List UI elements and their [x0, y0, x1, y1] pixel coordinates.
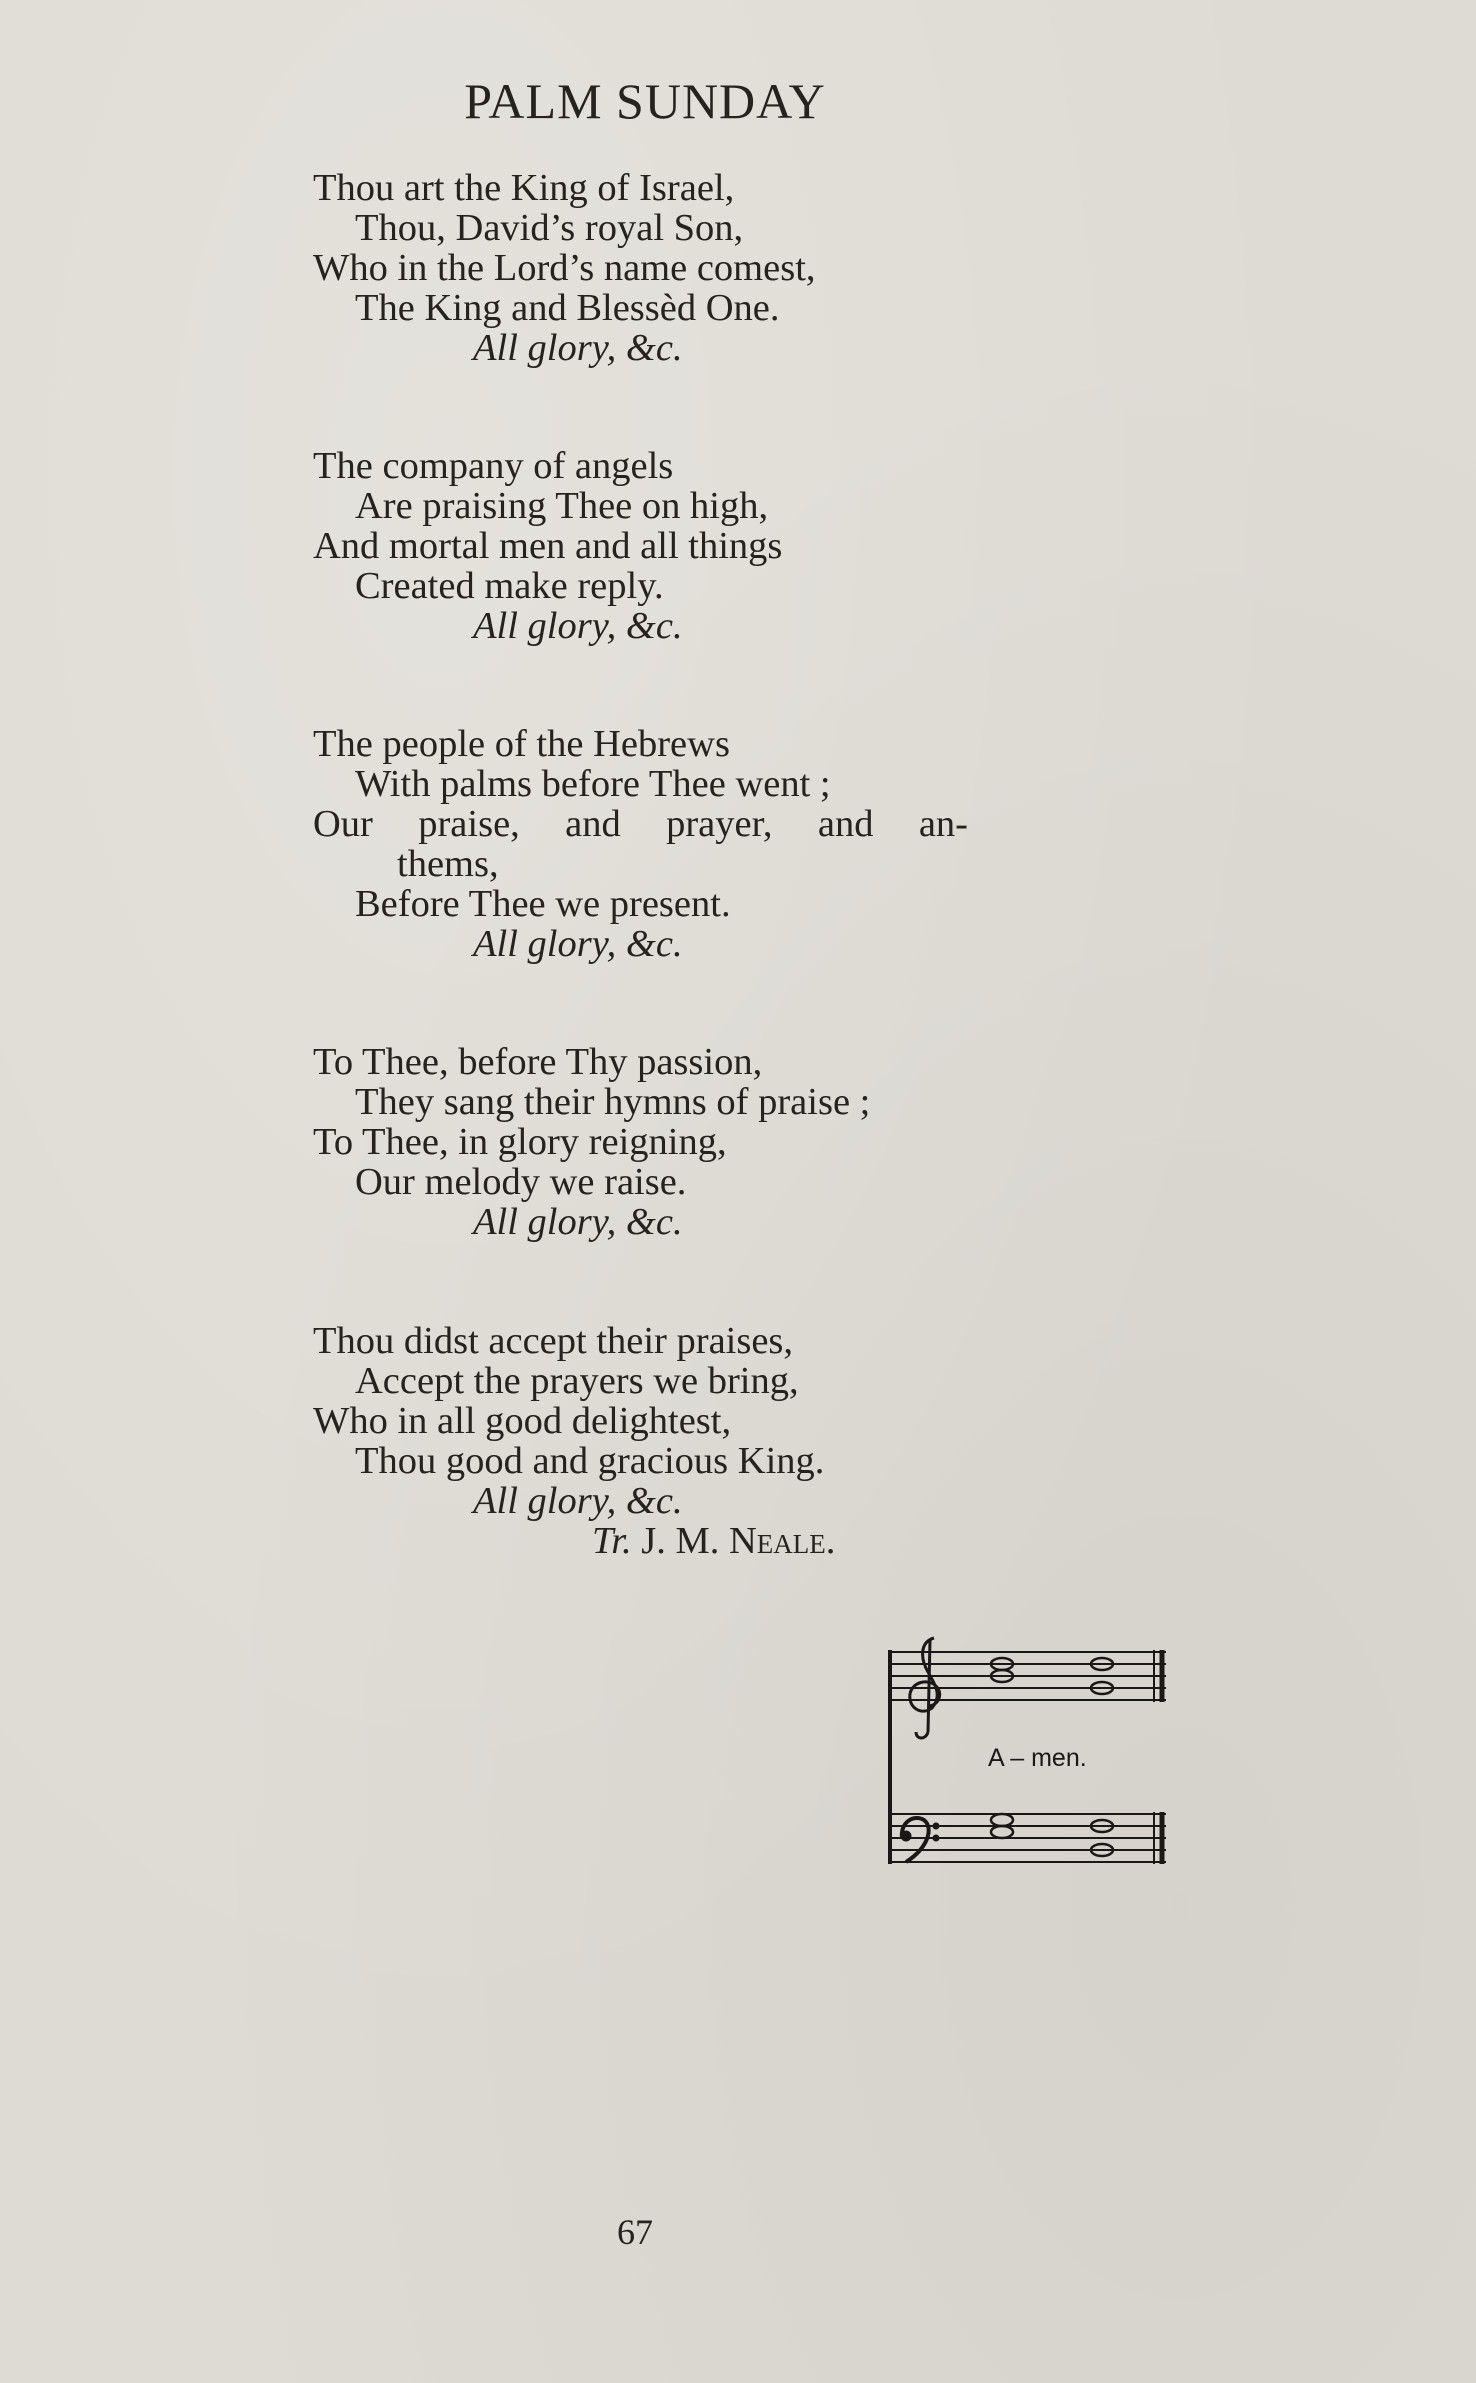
- verse-line: They sang their hymns of praise ;: [355, 1081, 871, 1123]
- verse-line: thems,: [397, 843, 499, 885]
- word: Our: [313, 803, 373, 845]
- amen-music-notation: [884, 1636, 1174, 1892]
- refrain-reference: All glory, &c.: [473, 605, 683, 647]
- refrain-reference: All glory, &c.: [473, 1201, 683, 1243]
- verse-line: To Thee, in glory reigning,: [313, 1121, 727, 1163]
- verse-line: Created make reply.: [355, 565, 664, 607]
- verse-line: To Thee, before Thy passion,: [313, 1041, 763, 1083]
- verse-line: The King and Blessèd One.: [355, 287, 780, 329]
- refrain-reference: All glory, &c.: [473, 1480, 683, 1522]
- verse-line: Thou didst accept their praises,: [313, 1320, 794, 1362]
- verse-line: Are praising Thee on high,: [355, 485, 769, 527]
- verse-4: [313, 1042, 1013, 1242]
- verse-3: [313, 724, 1013, 964]
- word: praise,: [418, 803, 520, 845]
- page-number: 67: [617, 2212, 653, 2252]
- word: and: [817, 803, 874, 845]
- verse-line: Who in the Lord’s name comest,: [313, 247, 816, 289]
- verse-2: [313, 446, 1013, 646]
- refrain-reference: All glory, &c.: [473, 923, 683, 965]
- verse-line: Thou, David’s royal Son,: [355, 207, 744, 249]
- verse-1: [313, 168, 1013, 368]
- word: prayer,: [666, 803, 773, 845]
- verse-line: The people of the Hebrews: [313, 723, 730, 765]
- verse-line: Thou art the King of Israel,: [313, 167, 735, 209]
- bass-clef-icon: [901, 1818, 939, 1862]
- translator-credit: [592, 1521, 835, 1561]
- verse-5: [313, 1321, 1013, 1521]
- translator-name: J. M. Neale.: [641, 1520, 836, 1562]
- page-title: PALM SUNDAY: [464, 73, 826, 129]
- verse-line: With palms before Thee went ;: [355, 763, 831, 805]
- verse-line: Thou good and gracious King.: [355, 1440, 825, 1482]
- verse-line: Our melody we raise.: [355, 1161, 687, 1203]
- refrain-reference: All glory, &c.: [473, 327, 683, 369]
- word: and: [565, 803, 621, 845]
- translator-prefix: Tr.: [592, 1520, 632, 1562]
- word: an-: [918, 803, 968, 845]
- amen-lyric: A – men.: [988, 1744, 1087, 1772]
- verse-line: The company of angels: [313, 445, 674, 487]
- verse-line: Before Thee we present.: [355, 883, 731, 925]
- verse-line: Who in all good delightest,: [313, 1400, 732, 1442]
- verse-line: And mortal men and all things: [313, 525, 783, 567]
- verse-line: Accept the prayers we bring,: [355, 1360, 799, 1402]
- verse-line-justified: [313, 804, 968, 844]
